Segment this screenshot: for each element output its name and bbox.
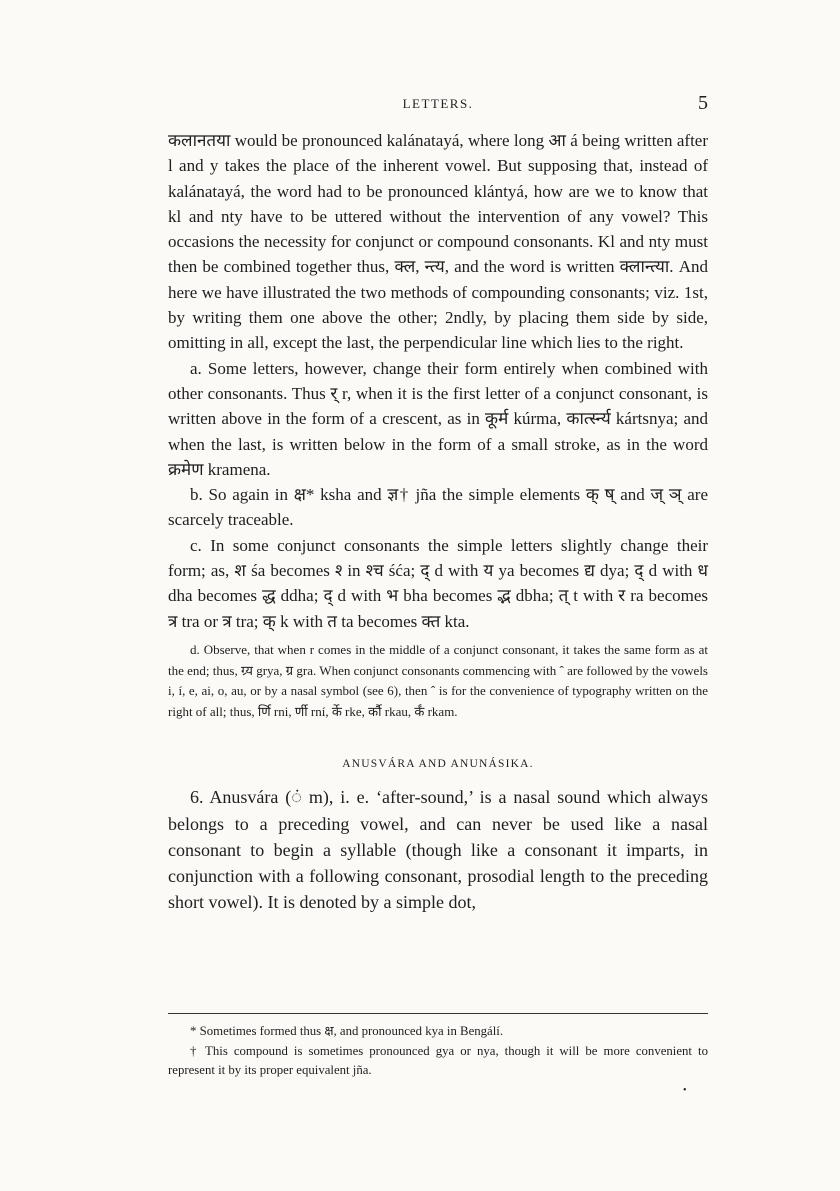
running-title: LETTERS. bbox=[402, 96, 474, 111]
footnote-dagger: † This compound is sometimes pronounced gya or nya, though it will be more convenient to represent it by its proper equivalent jña. bbox=[168, 1044, 708, 1077]
body-text bbox=[168, 128, 708, 915]
running-head bbox=[168, 92, 708, 118]
footnote-star: * Sometimes formed thus क्ष, and pronounced kya in Bengálí. bbox=[190, 1024, 504, 1038]
paragraph-6: 6. Anusvára (ं m), i. e. ‘after-sound,’ is a nasal sound which always belongs to a preceding vowel, and can never be used like a nasal consonant to begin a syllable (though like a consonant it imparts, in conjunction with a following consonant, prosodial length to the preceding short vowel). It is denoted by a simple dot, bbox=[168, 787, 708, 913]
paragraph-d-small: d. Observe, that when r comes in the middle of a conjunct consonant, it takes the same form as at the end; thus, ग्र्य grya, ग्र gra. When conjunct consonants commencing with ˆ are followed by the vowels i, í, e, ai, o, au, or by a nasal symbol (see 6), then ˆ is for the convenience of typography written on the right of all; thus, र्णि rni, र्णी rní, र्के rke, र्कौ rkau, र्कं rkam. bbox=[168, 641, 708, 719]
section-heading: ANUSVÁRA AND ANUNÁSIKA. bbox=[342, 758, 534, 771]
paragraph-a: a. Some letters, however, change their form entirely when combined with other consonants. Thus र् r, when it is the first letter of a conjunct consonant, is written above in the form of a crescent, as in कूर्म kúrma, कार्त्स्न्य kártsnya; and when the last, is written below in the form of a small stroke, as in the word क्रमेण kramena. bbox=[168, 358, 708, 479]
bullet-mark: • bbox=[683, 1085, 687, 1096]
paragraph-c: c. In some conjunct consonants the simple letters slightly change their form; as, श śa becomes श्‍ in श्च śća; द् d with य ya becomes द्य dya; द् d with ध dha becomes द्ध ddha; द् d with भ bha becomes द्भ dbha; त् t with र ra becomes त्र tra or त्र tra; क् k with त ta becomes क्त kta. bbox=[168, 535, 708, 631]
paragraph-intro: कलानतया would be pronounced kalánatayá, where long आ á being written after l and y takes the place of the inherent vowel. But supposing that, instead of kalánatayá, the word had to be pronounced klántyá, how are we to know that kl and nty have to be uttered without the intervention of any vowel? This occasions the necessity for conjunct or compound consonants. Kl and nty must then be combined together thus, क्ल, न्त्य, and the word is written क्लान्त्या. And here we have illustrated the two methods of compounding consonants; viz. 1st, by writing them one above the other; 2ndly, by placing them side by side, omitting in all, except the last, the perpendicular line which lies to the right. bbox=[168, 131, 708, 353]
footnotes bbox=[168, 1013, 708, 1081]
paragraph-b: b. So again in क्ष* ksha and ज्ञ† jña the simple elements क् ष् and ज् ञ् are scarcely traceable. bbox=[168, 485, 708, 530]
page-number: 5 bbox=[698, 92, 708, 114]
